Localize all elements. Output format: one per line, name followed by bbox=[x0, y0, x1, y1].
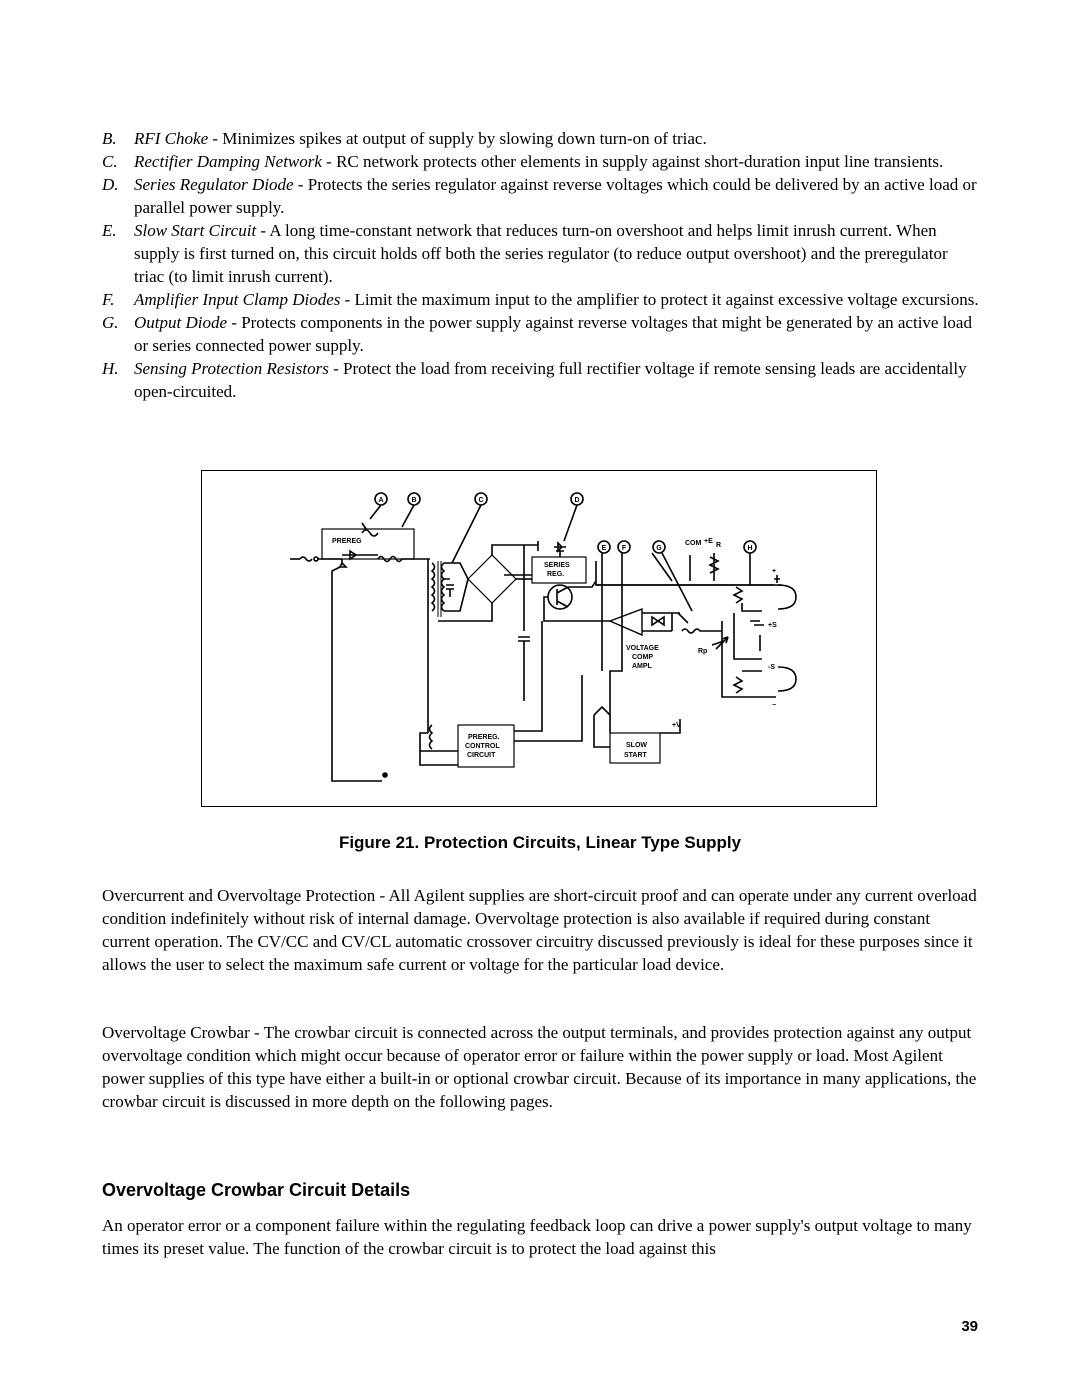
item-text: - Limit the maximum input to the amplifier to protect it against excessive voltage excursions. bbox=[340, 290, 979, 309]
er-label: +E bbox=[704, 538, 713, 545]
page-number: 39 bbox=[961, 1318, 978, 1335]
item-term: Output Diode bbox=[134, 313, 228, 332]
list-item bbox=[102, 150, 982, 173]
list-item bbox=[102, 357, 982, 403]
list-item bbox=[102, 173, 982, 219]
label-circle-d bbox=[571, 493, 583, 505]
item-text: - Minimizes spikes at output of supply by slowing down turn-on of triac. bbox=[208, 129, 707, 148]
slow-start-label-1: SLOW bbox=[626, 742, 647, 749]
list-item bbox=[102, 127, 982, 150]
item-text: - Protect the load from receiving full rectifier voltage if remote sensing leads are accidentally open-circuited. bbox=[134, 359, 967, 401]
svg-text:B: B bbox=[411, 497, 417, 504]
prereg-control-label-1: PREREG. bbox=[468, 734, 500, 741]
plus-v-label: +V bbox=[672, 722, 681, 729]
list-item bbox=[102, 219, 982, 288]
label-circle-f bbox=[618, 541, 630, 553]
prereg-control-label-2: CONTROL bbox=[465, 743, 500, 750]
item-term: Rectifier Damping Network bbox=[134, 152, 322, 171]
er-sub-label: R bbox=[716, 542, 722, 549]
series-reg-label-1: SERIES bbox=[544, 562, 570, 569]
svg-text:D: D bbox=[574, 497, 580, 504]
svg-text:H: H bbox=[747, 545, 753, 552]
item-letter: E. bbox=[102, 221, 117, 240]
list-item bbox=[102, 288, 982, 311]
item-letter: D. bbox=[102, 175, 119, 194]
prereg-control-label-3: CIRCUIT bbox=[467, 752, 496, 759]
item-term: Sensing Protection Resistors bbox=[134, 359, 329, 378]
figure-caption: Figure 21. Protection Circuits, Linear Type Supply bbox=[338, 833, 742, 852]
item-text: - RC network protects other elements in supply against short-duration input line transients. bbox=[321, 152, 944, 171]
item-text: - Protects components in the power supply against reverse voltages that might be generated by an active load or series connected power supply. bbox=[134, 313, 972, 355]
protection-elements-list bbox=[102, 127, 982, 403]
item-letter: H. bbox=[102, 359, 119, 378]
minus-terminal-label: − bbox=[772, 702, 777, 709]
svg-text:F: F bbox=[621, 545, 627, 552]
section-heading: Overvoltage Crowbar Circuit Details bbox=[102, 1180, 411, 1200]
item-letter: C. bbox=[102, 152, 118, 171]
item-letter: B. bbox=[102, 129, 117, 148]
label-circle-e bbox=[598, 541, 610, 553]
paragraph-crowbar-details: An operator error or a component failure within the regulating feedback loop can drive a power supply's output voltage to many times its preset value. The function of the crowbar circuit is to protect the load against this bbox=[102, 1216, 972, 1258]
item-term: Amplifier Input Clamp Diodes bbox=[134, 290, 341, 309]
label-circle-h bbox=[744, 541, 756, 553]
svg-text:E: E bbox=[601, 545, 607, 552]
item-term: Series Regulator Diode bbox=[134, 175, 294, 194]
series-reg-label-2: REG. bbox=[547, 571, 565, 578]
circuit-schematic bbox=[202, 471, 878, 808]
item-text: - A long time-constant network that reduces turn-on overshoot and helps limit inrush current. When supply is first turned on, this circuit holds off both the series regulator (to reduce output overshoot) and the preregulator triac (to limit inrush current). bbox=[134, 221, 948, 286]
prereg-label: PREREG bbox=[332, 538, 362, 545]
paragraph-crowbar: Overvoltage Crowbar - The crowbar circuit is connected across the output terminals, and provides protection against any output overvoltage condition which might occur because of operator error or failure within the power supply or load. Most Agilent power supplies of this type have either a built-in or optional crowbar circuit. Because of its importance in many applications, the crowbar circuit is discussed in more depth on the following pages. bbox=[102, 1023, 977, 1111]
item-term: RFI Choke bbox=[134, 129, 209, 148]
com-label: COM bbox=[685, 540, 702, 547]
label-circle-a bbox=[375, 493, 387, 505]
list-item bbox=[102, 311, 982, 357]
paragraph-overcurrent: Overcurrent and Overvoltage Protection - All Agilent supplies are short-circuit proof and can operate under any current overload condition indefinitely without risk of internal damage. Overvoltage protection is also available if required during constant current operation. The CV/CC and CV/CL automatic crossover circuitry discussed previously is ideal for these purposes since it allows the user to select the maximum safe current or voltage for the particular load device. bbox=[102, 886, 977, 974]
label-circle-b bbox=[408, 493, 420, 505]
item-term: Slow Start Circuit bbox=[134, 221, 257, 240]
voltage-comp-label-2: COMP bbox=[632, 654, 653, 661]
svg-text:C: C bbox=[478, 497, 484, 504]
rp-label: Rp bbox=[698, 648, 708, 655]
item-letter: G. bbox=[102, 313, 119, 332]
minus-s-label: -S bbox=[768, 664, 775, 671]
voltage-comp-label-1: VOLTAGE bbox=[626, 645, 659, 652]
label-circle-g bbox=[653, 541, 665, 553]
svg-text:G: G bbox=[656, 545, 662, 552]
item-letter: F. bbox=[102, 290, 115, 309]
circuit-figure bbox=[201, 470, 877, 807]
slow-start-label-2: START bbox=[624, 752, 647, 759]
label-circle-c bbox=[475, 493, 487, 505]
plus-terminal-label: + bbox=[772, 568, 777, 575]
voltage-comp-label-3: AMPL bbox=[632, 663, 652, 670]
plus-s-label: +S bbox=[768, 622, 777, 629]
svg-text:A: A bbox=[378, 497, 384, 504]
item-text: - Protects the series regulator against reverse voltages which could be delivered by an active load or parallel power supply. bbox=[134, 175, 977, 217]
